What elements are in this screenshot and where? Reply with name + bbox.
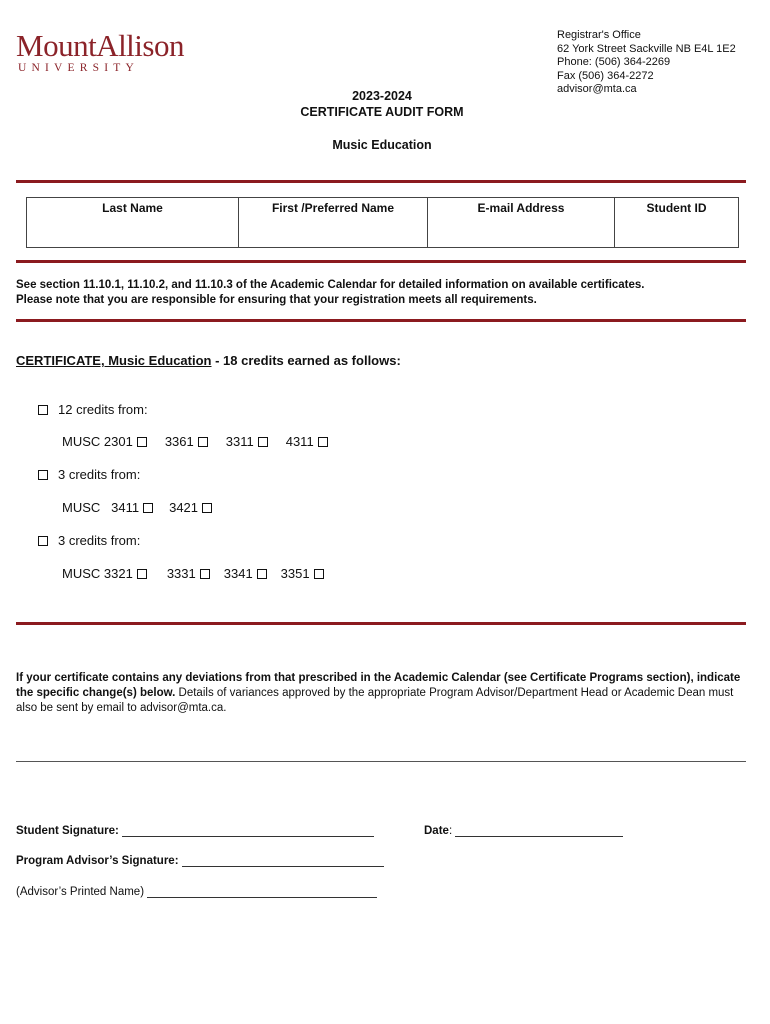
divider-4 xyxy=(16,622,746,625)
form-year: 2023-2024 xyxy=(352,89,412,103)
deviation-bold: If your certificate contains any deviations from that prescribed in the Academic Calendar (see Certificate Programs section), indicate the specific change(s) below. xyxy=(16,672,741,699)
student-info-table xyxy=(26,197,739,248)
course-prefix: MUSC xyxy=(62,566,101,581)
course-code: 3411 xyxy=(111,500,140,515)
course-checkbox[interactable] xyxy=(200,569,210,579)
course-checkbox[interactable] xyxy=(202,503,212,513)
course-prefix: MUSC xyxy=(62,434,101,449)
responsibility-note: Please note that you are responsible for ensuring that your registration meets all requirements. xyxy=(16,294,537,306)
course-row xyxy=(62,566,151,581)
col-first-name[interactable] xyxy=(239,198,428,247)
course-code: 2301 xyxy=(103,434,133,449)
address-office: Registrar's Office xyxy=(557,29,641,41)
course-checkbox[interactable] xyxy=(137,569,147,579)
calendar-note: See section 11.10.1, 11.10.2, and 11.10.3 of the Academic Calendar for detailed information on available certificates. xyxy=(16,279,645,291)
logo-subtitle: UNIVERSITY xyxy=(18,62,139,74)
group-2-courses xyxy=(62,500,230,515)
date-label: Date xyxy=(424,825,449,837)
group-2-checkbox[interactable] xyxy=(38,470,48,480)
col-last-name[interactable] xyxy=(27,198,239,247)
logo-wordmark: MountAllison xyxy=(16,28,184,63)
course-checkbox[interactable] xyxy=(314,569,324,579)
student-signature-line[interactable] xyxy=(122,825,374,837)
course-row xyxy=(167,566,214,581)
col-last-name-label: Last Name xyxy=(102,201,163,215)
col-student-id-label: Student ID xyxy=(646,201,707,215)
student-signature-label: Student Signature: xyxy=(16,825,119,837)
date-row xyxy=(424,825,623,837)
group-2-label-row[interactable] xyxy=(38,467,140,482)
credits-summary: - 18 credits earned as follows: xyxy=(211,353,401,368)
deviation-normal: Details of variances approved by the appropriate Program Advisor/Department Head or Academic Dean must also be sent by email to advisor@mta.ca. xyxy=(16,687,734,714)
advisor-signature-line[interactable] xyxy=(182,855,384,867)
course-checkbox[interactable] xyxy=(257,569,267,579)
course-code: 3421 xyxy=(169,500,199,515)
student-signature-row xyxy=(16,825,374,837)
advisor-printed-line[interactable] xyxy=(147,886,377,898)
group-2-label: 3 credits from: xyxy=(58,467,141,482)
address-fax: Fax (506) 364-2272 xyxy=(557,69,654,82)
course-row xyxy=(169,500,216,515)
group-3-label-row[interactable] xyxy=(38,533,140,548)
address-email: advisor@mta.ca xyxy=(557,83,637,95)
form-title: CERTIFICATE AUDIT FORM xyxy=(300,105,464,119)
col-student-id[interactable] xyxy=(615,198,738,247)
course-checkbox[interactable] xyxy=(143,503,153,513)
course-row xyxy=(62,434,151,449)
advisor-signature-row xyxy=(16,855,384,867)
group-1-courses xyxy=(62,434,346,449)
course-code: 3361 xyxy=(164,434,194,449)
course-row xyxy=(62,500,157,515)
col-email-label: E-mail Address xyxy=(477,201,565,215)
course-row xyxy=(286,434,332,449)
advisor-signature-label: Program Advisor’s Signature: xyxy=(16,855,179,867)
course-checkbox[interactable] xyxy=(258,437,268,447)
university-logo xyxy=(16,30,184,75)
address-phone: Phone: (506) 364-2269 xyxy=(557,56,671,68)
requirements-heading xyxy=(16,353,401,368)
group-1-label-row[interactable] xyxy=(38,402,148,417)
program-title: Music Education xyxy=(332,138,432,152)
advisor-printed-row xyxy=(16,886,377,898)
course-checkbox[interactable] xyxy=(318,437,328,447)
course-code: 3321 xyxy=(103,566,133,581)
certificate-name: CERTIFICATE, Music Education xyxy=(16,353,212,368)
course-code: 3311 xyxy=(225,434,254,449)
group-1-label: 12 credits from: xyxy=(58,402,148,417)
course-checkbox[interactable] xyxy=(198,437,208,447)
group-3-courses xyxy=(62,566,342,581)
registrar-address xyxy=(557,29,736,97)
course-code: 3351 xyxy=(280,566,310,581)
date-line[interactable] xyxy=(455,825,623,837)
col-email[interactable] xyxy=(428,198,615,247)
course-prefix: MUSC xyxy=(62,500,101,515)
course-row xyxy=(226,434,272,449)
advisor-printed-label: (Advisor’s Printed Name) xyxy=(16,886,145,898)
deviation-instructions xyxy=(16,671,746,716)
course-code: 4311 xyxy=(285,434,314,449)
course-checkbox[interactable] xyxy=(137,437,147,447)
course-code: 3341 xyxy=(223,566,253,581)
divider-3 xyxy=(16,319,746,322)
course-row xyxy=(165,434,212,449)
divider-top xyxy=(16,180,746,183)
divider-2 xyxy=(16,260,746,263)
course-row xyxy=(224,566,271,581)
group-1-checkbox[interactable] xyxy=(38,405,48,415)
deviation-entry-line[interactable] xyxy=(16,761,746,762)
group-3-label: 3 credits from: xyxy=(58,533,141,548)
col-first-name-label: First /Preferred Name xyxy=(271,201,395,215)
course-row xyxy=(281,566,328,581)
group-3-checkbox[interactable] xyxy=(38,536,48,546)
address-street: 62 York Street Sackville NB E4L 1E2 xyxy=(557,42,736,55)
course-code: 3331 xyxy=(166,566,196,581)
date-colon: : xyxy=(448,825,453,837)
